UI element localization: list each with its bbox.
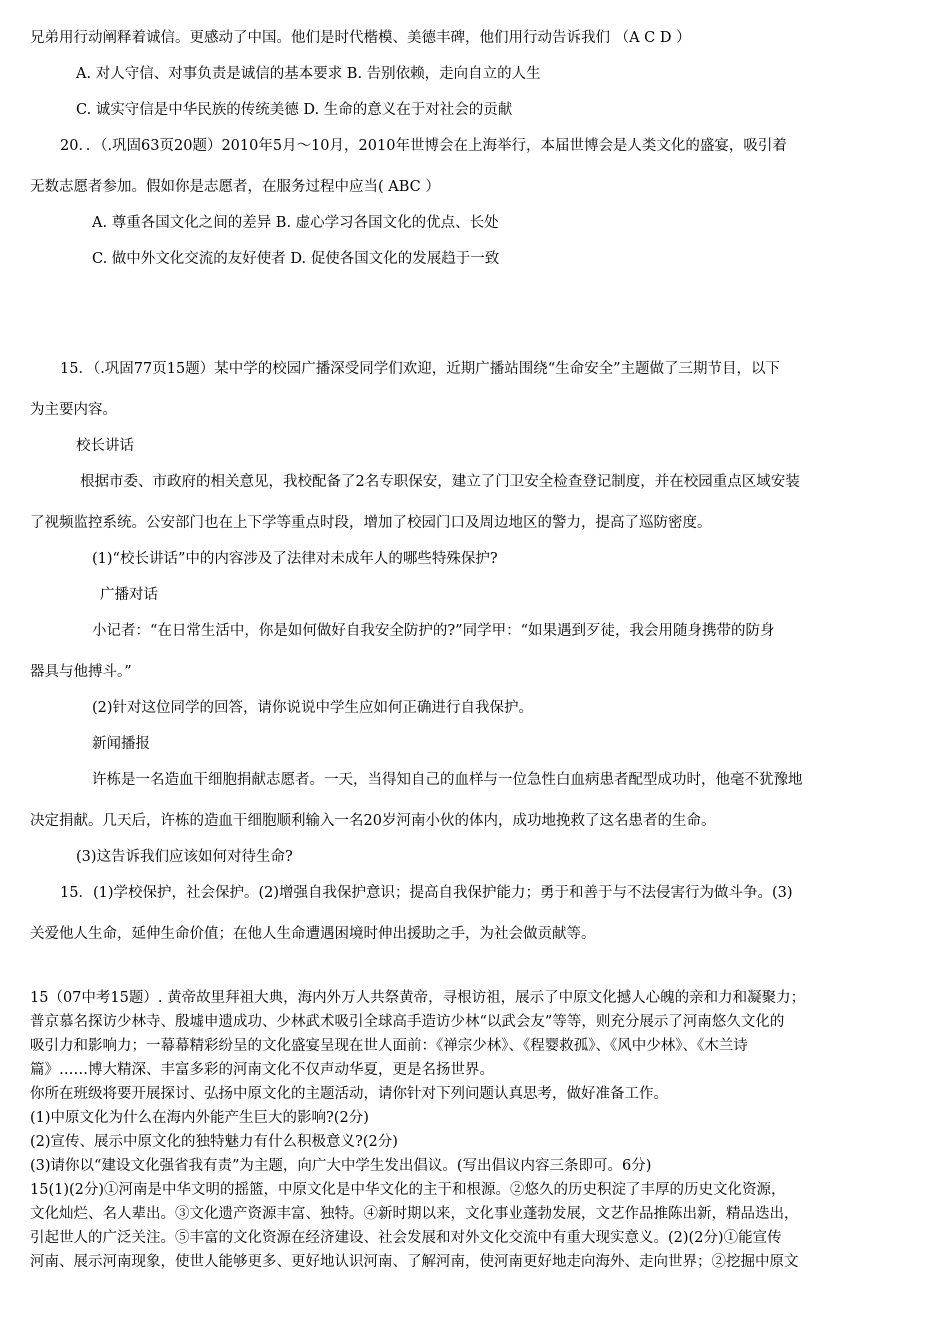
q15a-question-3: (3)这告诉我们应该如何对待生命? [76,849,293,865]
q15a-news-para-1: 许栋是一名造血干细胞捐献志愿者。一天，当得知自己的血样与一位急性白血病患者配型成功时，他毫不犹豫地 [92,772,803,788]
q15b-task-line: 你所在班级将要开展探讨、弘扬中原文化的主题活动，请你针对下列问题认真思考，做好准备工作。 [30,1086,668,1102]
q15a-intro-line-1: 15．（.巩固77页15题）某中学的校园广播深受同学们欢迎，近期广播站围绕“生命安全”主题做了三期节目，以下 [60,361,781,377]
q15b-answer-line-3: 引起世人的广泛关注。⑤丰富的文化资源在经济建设、社会发展和对外文化交流中有重大现实意义。(2)(2分)①能宣传 [30,1230,782,1246]
q15b-question-1: (1)中原文化为什么在海内外能产生巨大的影响?(2分) [30,1110,369,1126]
q15a-news-para-2: 决定捐献。几天后，许栋的造血干细胞顺利输入一名20岁河南小伙的体内，成功地挽救了这名患者的生命。 [30,813,716,829]
q19-stem-line: 兄弟用行动阐释着诚信。更感动了中国。他们是时代楷模、美德丰碑，他们用行动告诉我们 （A C D ） [30,30,691,46]
q15b-stem-line-2: 普京慕名探访少林寺、殷墟申遗成功、少林武术吸引全球高手造访少林“以武会友”等等，则充分展示了河南悠久文化的 [30,1014,785,1030]
q15a-heading-dialogue: 广播对话 [100,587,158,603]
q15b-question-3: (3)请你以“建设文化强省我有责”为主题，向广大中学生发出倡议。(写出倡议内容三条即可。6分) [30,1158,652,1174]
q19-options-cd: C. 诚实守信是中华民族的传统美德 D. 生命的意义在于对社会的贡献 [76,102,513,118]
q15a-dialogue-para-1: 小记者：“在日常生活中，你是如何做好自我安全防护的?”同学甲：“如果遇到歹徒，我会用随身携带的防身 [92,623,775,639]
q15b-stem-line-1: 15（07中考15题）. 黄帝故里拜祖大典，海内外万人共祭黄帝，寻根访祖，展示了中原文化撼人心魄的亲和力和凝聚力； [30,990,806,1006]
q15a-question-1: (1)“校长讲话”中的内容涉及了法律对未成年人的哪些特殊保护? [92,551,498,567]
q20-stem-line-1: 20．．（.巩固63页20题）2010年5月～10月，2010年世博会在上海举行，本届世博会是人类文化的盛宴，吸引着 [60,138,787,154]
q20-options-ab: A. 尊重各国文化之间的差异 B. 虚心学习各国文化的优点、长处 [92,215,499,231]
q15a-heading-principal: 校长讲话 [76,438,134,454]
q15a-answer-line-2: 关爱他人生命，延伸生命价值；在他人生命遭遇困境时伸出援助之手，为社会做贡献等。 [30,926,596,942]
q20-options-cd: C. 做中外文化交流的友好使者 D. 促使各国文化的发展趋于一致 [92,251,500,267]
q19-options-ab: A. 对人守信、对事负责是诚信的基本要求 B. 告别依赖，走向自立的人生 [76,66,541,82]
q15a-question-2: (2)针对这位同学的回答，请你说说中学生应如何正确进行自我保护。 [92,700,534,716]
q15a-dialogue-para-2: 器具与他搏斗。” [30,664,132,680]
q15b-stem-line-3: 吸引力和影响力；一幕幕精彩纷呈的文化盛宴呈现在世人面前：《禅宗少林》、《程婴救孤》、《风中少林》、《木兰诗 [30,1038,748,1054]
q20-stem-line-2: 无数志愿者参加。假如你是志愿者，在服务过程中应当( ABC ） [30,179,440,195]
q15b-stem-line-4: 篇》……博大精深、丰富多彩的河南文化不仅声动华夏，更是名扬世界。 [30,1062,494,1078]
q15a-principal-para-1: 根据市委、市政府的相关意见，我校配备了2名专职保安，建立了门卫安全检查登记制度，并在校园重点区域安装 [80,474,800,490]
q15a-intro-line-2: 为主要内容。 [30,402,117,418]
q15b-question-2: (2)宣传、展示中原文化的独特魅力有什么积极意义?(2分) [30,1134,398,1150]
q15a-heading-news: 新闻播报 [92,736,150,752]
q15a-answer-line-1: 15．(1)学校保护，社会保护。(2)增强自我保护意识；提高自我保护能力；勇于和善于与不法侵害行为做斗争。(3) [60,885,793,901]
q15a-principal-para-2: 了视频监控系统。公安部门也在上下学等重点时段，增加了校园门口及周边地区的警力，提高了巡防密度。 [30,515,712,531]
q15b-answer-line-1: 15(1)(2分)①河南是中华文明的摇篮，中原文化是中华文化的主干和根源。②悠久的历史积淀了丰厚的历史文化资源， [30,1182,786,1198]
q15b-answer-line-4: 河南、展示河南现象，使世人能够更多、更好地认识河南、了解河南，使河南更好地走向海外、走向世界；②挖掘中原文 [30,1254,799,1270]
q15b-answer-line-2: 文化灿烂、名人辈出。③文化遗产资源丰富、独特。④新时期以来，文化事业蓬勃发展，文艺作品推陈出新，精品迭出， [30,1206,799,1222]
